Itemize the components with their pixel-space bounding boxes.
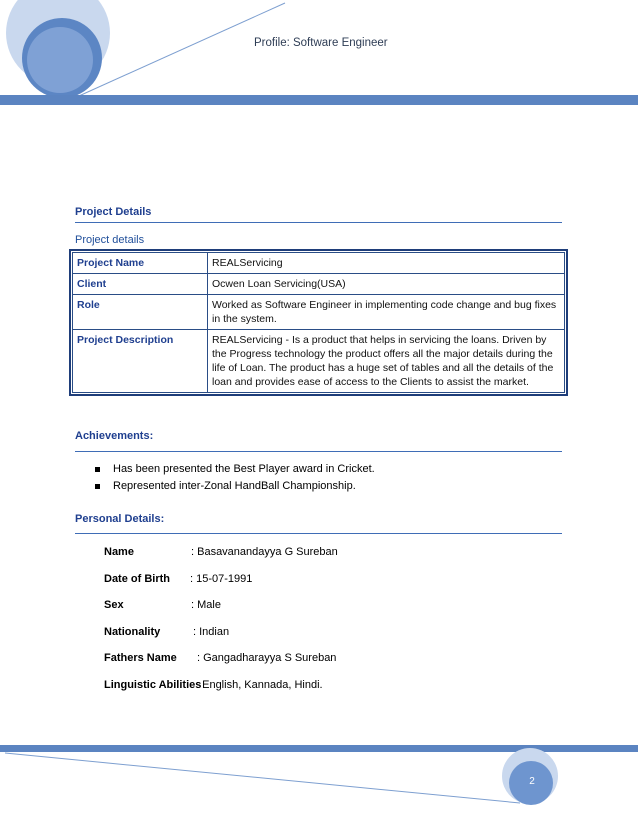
client-value: Ocwen Loan Servicing(USA)	[208, 274, 565, 295]
achievements-rule	[75, 451, 562, 452]
project-details-heading: Project Details	[75, 206, 152, 218]
role-label: Role	[73, 295, 208, 330]
project-details-subheading: Project details	[75, 234, 145, 246]
linguistic-abilities-label: Linguistic Abilities	[104, 679, 202, 691]
table-row	[73, 274, 565, 295]
personal-details-heading: Personal Details:	[75, 513, 165, 525]
header-title: Profile: Software Engineer	[254, 37, 388, 49]
square-bullet-icon	[95, 467, 100, 472]
header-circle-inner	[27, 27, 93, 93]
nationality-value: : Indian	[193, 626, 230, 638]
project-description-label: Project Description	[73, 330, 208, 393]
page-number: 2	[529, 776, 535, 787]
linguistic-abilities-value: : English, Kannada, Hindi.	[196, 679, 323, 691]
fathers-name-label: Fathers Name	[104, 652, 177, 664]
table-row	[73, 295, 565, 330]
project-name-value: REALServicing	[208, 253, 565, 274]
project-table	[69, 249, 568, 396]
project-name-label: Project Name	[73, 253, 208, 274]
square-bullet-icon	[95, 484, 100, 489]
sex-label: Sex	[104, 599, 124, 611]
list-item	[93, 461, 375, 478]
achievements-heading: Achievements:	[75, 430, 154, 442]
role-value: Worked as Software Engineer in implementing code change and bug fixes in the system.	[208, 295, 565, 330]
name-label: Name	[104, 546, 134, 558]
achievement-text: Represented inter-Zonal HandBall Championship.	[113, 480, 356, 492]
dob-value: : 15-07-1991	[190, 573, 253, 585]
achievements-list	[93, 461, 375, 495]
project-description-value: REALServicing - Is a product that helps in servicing the loans. Driven by the Progress technology the product offers all the major details during the life of Loan. The product has a huge set of tables and all the details of the loan and provides ease of access to the Clients to assist the market.	[208, 330, 565, 393]
dob-label: Date of Birth	[104, 573, 170, 585]
nationality-label: Nationality	[104, 626, 161, 638]
header-decoration	[0, 0, 300, 110]
name-value: : Basavanandayya G Sureban	[191, 546, 338, 558]
sex-value: : Male	[191, 599, 221, 611]
client-label: Client	[73, 274, 208, 295]
fathers-name-value: : Gangadharayya S Sureban	[197, 652, 337, 664]
project-details-rule	[75, 222, 562, 223]
list-item	[93, 478, 375, 495]
footer-diagonal-line	[5, 753, 520, 803]
header-band	[0, 95, 638, 105]
table-row	[73, 330, 565, 393]
personal-details-rule	[75, 533, 562, 534]
achievement-text: Has been presented the Best Player award in Cricket.	[113, 463, 375, 475]
table-row	[73, 253, 565, 274]
